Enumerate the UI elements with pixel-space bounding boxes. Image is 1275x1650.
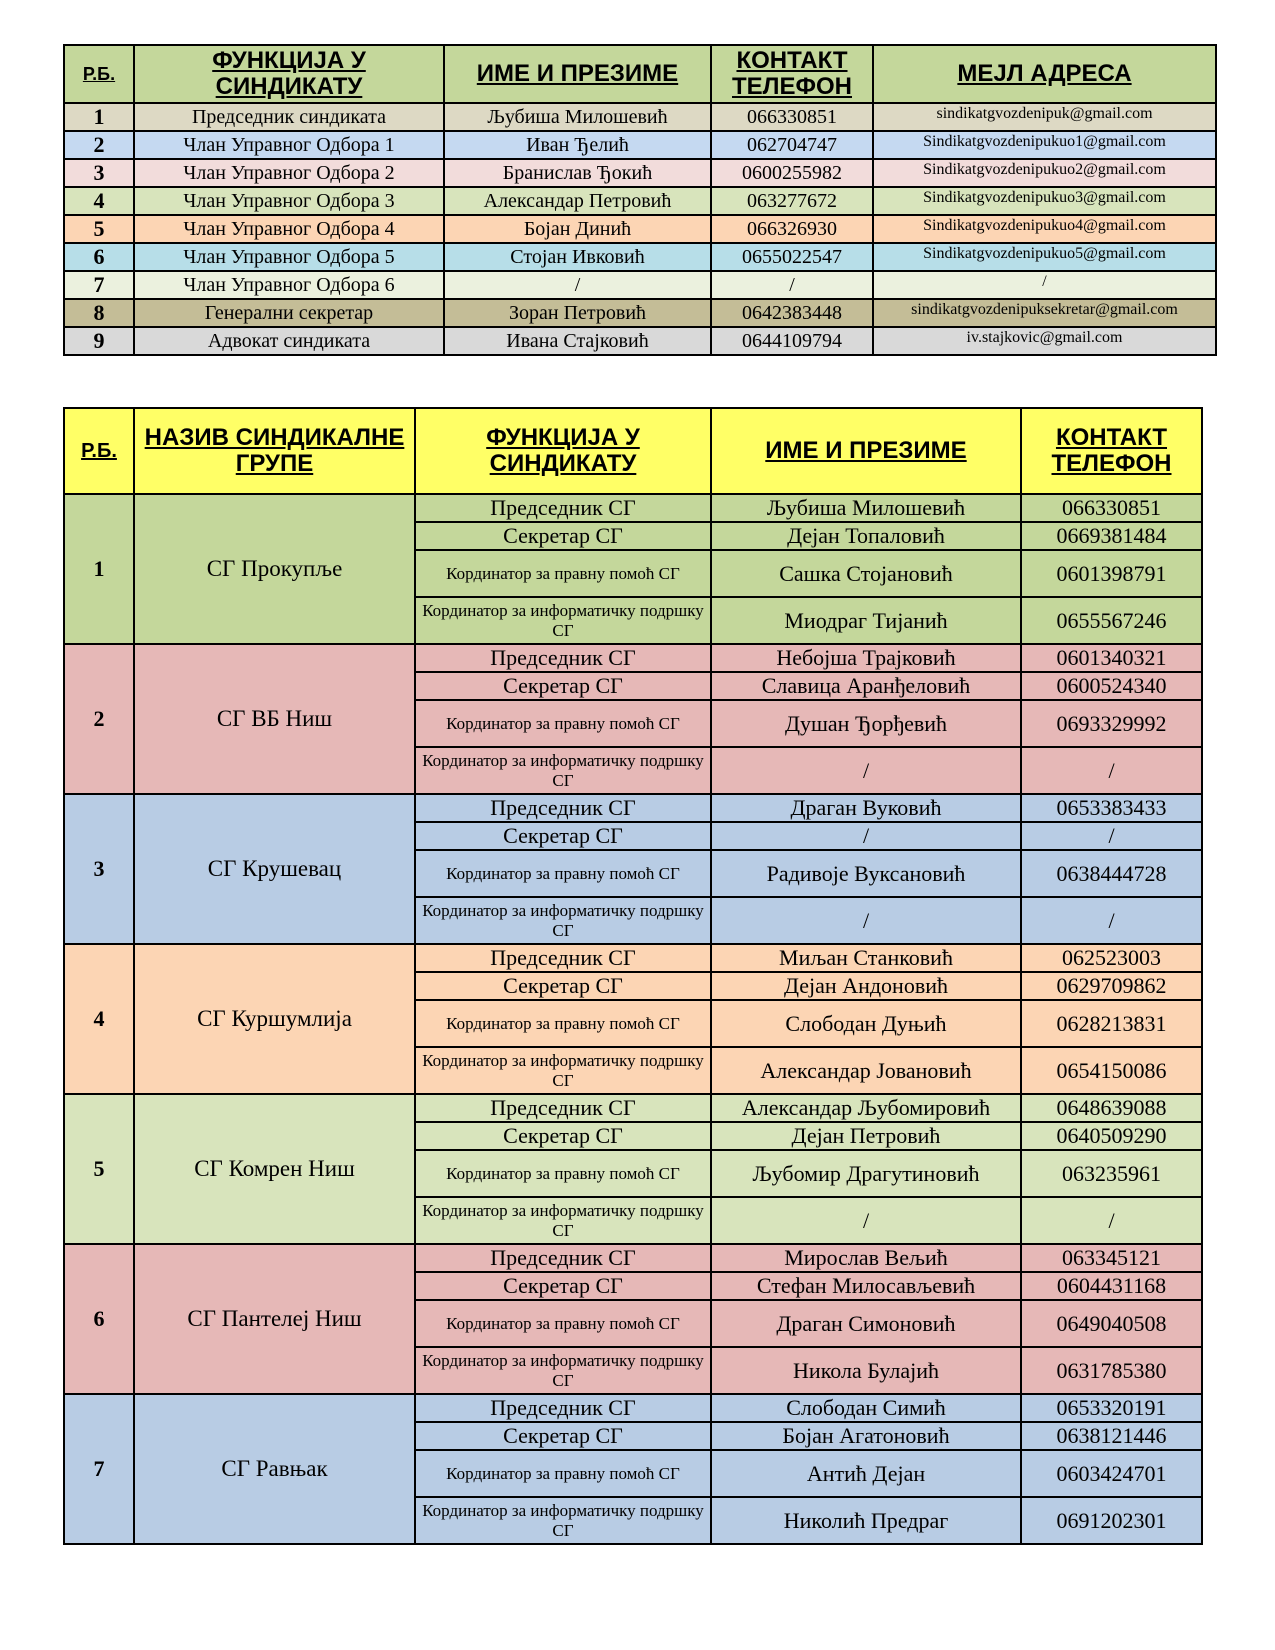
- name-cell: Стојан Ивковић: [444, 243, 711, 271]
- name-cell: Миодраг Тијанић: [711, 597, 1021, 644]
- role-cell: Кординатор за правну помоћ СГ: [415, 1450, 711, 1497]
- name-cell: Антић Дејан: [711, 1450, 1021, 1497]
- email-cell: Sindikatgvozdenipukuo5@gmail.com: [873, 243, 1216, 271]
- function-cell: Члан Управног Одбора 5: [134, 243, 444, 271]
- phone-cell: 062704747: [711, 131, 873, 159]
- phone-cell: 0693329992: [1021, 700, 1202, 747]
- header-phone: КОНТАКТ ТЕЛЕФОН: [1021, 408, 1202, 494]
- group-number: 6: [64, 1244, 134, 1394]
- name-cell: Александар Петровић: [444, 187, 711, 215]
- row-number: 8: [64, 299, 134, 327]
- phone-cell: 063345121: [1021, 1244, 1202, 1272]
- role-cell: Председник СГ: [415, 494, 711, 522]
- role-cell: Кординатор за информатичку подршку СГ: [415, 597, 711, 644]
- role-cell: Секретар СГ: [415, 972, 711, 1000]
- group-number: 7: [64, 1394, 134, 1544]
- name-cell: /: [444, 271, 711, 299]
- header-group: НАЗИВ СИНДИКАЛНЕ ГРУПЕ: [134, 408, 415, 494]
- official-row: [64, 327, 1216, 355]
- group-member-row: [64, 1094, 1202, 1122]
- group-name: СГ Прокупље: [134, 494, 415, 644]
- role-cell: Кординатор за правну помоћ СГ: [415, 1300, 711, 1347]
- phone-cell: /: [711, 271, 873, 299]
- phone-cell: 0642383448: [711, 299, 873, 327]
- role-cell: Кординатор за правну помоћ СГ: [415, 550, 711, 597]
- group-name: СГ Пантелеј Ниш: [134, 1244, 415, 1394]
- function-cell: Члан Управног Одбора 3: [134, 187, 444, 215]
- phone-cell: 0653320191: [1021, 1394, 1202, 1422]
- name-cell: Драган Симоновић: [711, 1300, 1021, 1347]
- phone-cell: 0638444728: [1021, 850, 1202, 897]
- group-name: СГ Крушевац: [134, 794, 415, 944]
- group-member-row: [64, 644, 1202, 672]
- function-cell: Члан Управног Одбора 1: [134, 131, 444, 159]
- name-cell: Иван Ђелић: [444, 131, 711, 159]
- name-cell: Радивоје Вуксановић: [711, 850, 1021, 897]
- phone-cell: 0655022547: [711, 243, 873, 271]
- role-cell: Кординатор за информатичку подршку СГ: [415, 1497, 711, 1544]
- group-number: 5: [64, 1094, 134, 1244]
- phone-cell: 0638121446: [1021, 1422, 1202, 1450]
- name-cell: Драган Вуковић: [711, 794, 1021, 822]
- phone-cell: 063277672: [711, 187, 873, 215]
- function-cell: Генерални секретар: [134, 299, 444, 327]
- phone-cell: 0653383433: [1021, 794, 1202, 822]
- function-cell: Адвокат синдиката: [134, 327, 444, 355]
- officials-table-body: [64, 103, 1216, 355]
- phone-cell: 0654150086: [1021, 1047, 1202, 1094]
- row-number: 9: [64, 327, 134, 355]
- phone-cell: /: [1021, 822, 1202, 850]
- row-number: 3: [64, 159, 134, 187]
- role-cell: Кординатор за информатичку подршку СГ: [415, 897, 711, 944]
- phone-cell: 0648639088: [1021, 1094, 1202, 1122]
- name-cell: Љубиша Милошевић: [711, 494, 1021, 522]
- email-cell: Sindikatgvozdenipukuo2@gmail.com: [873, 159, 1216, 187]
- function-cell: Члан Управног Одбора 4: [134, 215, 444, 243]
- role-cell: Председник СГ: [415, 1394, 711, 1422]
- row-number: 2: [64, 131, 134, 159]
- email-cell: Sindikatgvozdenipukuo4@gmail.com: [873, 215, 1216, 243]
- role-cell: Кординатор за правну помоћ СГ: [415, 1000, 711, 1047]
- role-cell: Секретар СГ: [415, 1122, 711, 1150]
- groups-header-row: [64, 408, 1202, 494]
- group-member-row: [64, 944, 1202, 972]
- name-cell: Александар Љубомировић: [711, 1094, 1021, 1122]
- group-member-row: [64, 794, 1202, 822]
- official-row: [64, 131, 1216, 159]
- phone-cell: 0603424701: [1021, 1450, 1202, 1497]
- name-cell: Ивана Стајковић: [444, 327, 711, 355]
- group-member-row: [64, 494, 1202, 522]
- official-row: [64, 103, 1216, 131]
- role-cell: Секретар СГ: [415, 522, 711, 550]
- phone-cell: 062523003: [1021, 944, 1202, 972]
- email-cell: iv.stajkovic@gmail.com: [873, 327, 1216, 355]
- header-name: ИМЕ И ПРЕЗИМЕ: [444, 45, 711, 103]
- name-cell: Небојша Трајковић: [711, 644, 1021, 672]
- email-cell: Sindikatgvozdenipukuo3@gmail.com: [873, 187, 1216, 215]
- officials-header-row: [64, 45, 1216, 103]
- name-cell: /: [711, 1197, 1021, 1244]
- official-row: [64, 243, 1216, 271]
- role-cell: Председник СГ: [415, 944, 711, 972]
- group-number: 4: [64, 944, 134, 1094]
- name-cell: /: [711, 897, 1021, 944]
- row-number: 5: [64, 215, 134, 243]
- email-cell: sindikatgvozdenipuksekretar@gmail.com: [873, 299, 1216, 327]
- group-number: 2: [64, 644, 134, 794]
- name-cell: Слободан Симић: [711, 1394, 1021, 1422]
- header-rb: Р.Б.: [64, 45, 134, 103]
- role-cell: Кординатор за правну помоћ СГ: [415, 700, 711, 747]
- phone-cell: 0644109794: [711, 327, 873, 355]
- name-cell: Зоран Петровић: [444, 299, 711, 327]
- name-cell: Душан Ђорђевић: [711, 700, 1021, 747]
- header-phone: КОНТАКТ ТЕЛЕФОН: [711, 45, 873, 103]
- phone-cell: /: [1021, 747, 1202, 794]
- phone-cell: 066326930: [711, 215, 873, 243]
- group-member-row: [64, 1394, 1202, 1422]
- name-cell: Бојан Динић: [444, 215, 711, 243]
- phone-cell: 0600524340: [1021, 672, 1202, 700]
- row-number: 7: [64, 271, 134, 299]
- name-cell: Мирослав Вељић: [711, 1244, 1021, 1272]
- group-name: СГ ВБ Ниш: [134, 644, 415, 794]
- role-cell: Председник СГ: [415, 644, 711, 672]
- phone-cell: /: [1021, 897, 1202, 944]
- row-number: 4: [64, 187, 134, 215]
- role-cell: Секретар СГ: [415, 672, 711, 700]
- function-cell: Члан Управног Одбора 2: [134, 159, 444, 187]
- role-cell: Секретар СГ: [415, 1272, 711, 1300]
- name-cell: Сашка Стојановић: [711, 550, 1021, 597]
- header-name: ИМЕ И ПРЕЗИМЕ: [711, 408, 1021, 494]
- name-cell: Александар Јовановић: [711, 1047, 1021, 1094]
- phone-cell: 066330851: [711, 103, 873, 131]
- name-cell: Дејан Петровић: [711, 1122, 1021, 1150]
- phone-cell: 0669381484: [1021, 522, 1202, 550]
- phone-cell: 0600255982: [711, 159, 873, 187]
- role-cell: Председник СГ: [415, 794, 711, 822]
- function-cell: Члан Управног Одбора 6: [134, 271, 444, 299]
- name-cell: Никола Булајић: [711, 1347, 1021, 1394]
- name-cell: Миљан Станковић: [711, 944, 1021, 972]
- name-cell: /: [711, 822, 1021, 850]
- header-rb: Р.Б.: [64, 408, 134, 494]
- name-cell: /: [711, 747, 1021, 794]
- role-cell: Председник СГ: [415, 1094, 711, 1122]
- phone-cell: 0628213831: [1021, 1000, 1202, 1047]
- header-function: ФУНКЦИЈА У СИНДИКАТУ: [134, 45, 444, 103]
- row-number: 1: [64, 103, 134, 131]
- official-row: [64, 187, 1216, 215]
- role-cell: Кординатор за правну помоћ СГ: [415, 1150, 711, 1197]
- official-row: [64, 299, 1216, 327]
- group-name: СГ Равњак: [134, 1394, 415, 1544]
- official-row: [64, 215, 1216, 243]
- role-cell: Секретар СГ: [415, 822, 711, 850]
- phone-cell: 0601340321: [1021, 644, 1202, 672]
- role-cell: Кординатор за информатичку подршку СГ: [415, 747, 711, 794]
- group-name: СГ Комрен Ниш: [134, 1094, 415, 1244]
- group-number: 1: [64, 494, 134, 644]
- role-cell: Кординатор за информатичку подршку СГ: [415, 1347, 711, 1394]
- phone-cell: 066330851: [1021, 494, 1202, 522]
- name-cell: Славица Аранђеловић: [711, 672, 1021, 700]
- name-cell: Стефан Милосављевић: [711, 1272, 1021, 1300]
- official-row: [64, 271, 1216, 299]
- role-cell: Председник СГ: [415, 1244, 711, 1272]
- function-cell: Председник синдиката: [134, 103, 444, 131]
- name-cell: Бранислав Ђокић: [444, 159, 711, 187]
- phone-cell: 0649040508: [1021, 1300, 1202, 1347]
- email-cell: Sindikatgvozdenipukuo1@gmail.com: [873, 131, 1216, 159]
- header-email: МЕЈЛ АДРЕСА: [873, 45, 1216, 103]
- role-cell: Кординатор за правну помоћ СГ: [415, 850, 711, 897]
- phone-cell: 063235961: [1021, 1150, 1202, 1197]
- groups-table: [63, 407, 1203, 1545]
- row-number: 6: [64, 243, 134, 271]
- name-cell: Дејан Топаловић: [711, 522, 1021, 550]
- officials-table: [63, 44, 1217, 356]
- group-member-row: [64, 1244, 1202, 1272]
- groups-table-body: [64, 494, 1202, 1544]
- phone-cell: 0631785380: [1021, 1347, 1202, 1394]
- phone-cell: 0640509290: [1021, 1122, 1202, 1150]
- official-row: [64, 159, 1216, 187]
- email-cell: /: [873, 271, 1216, 299]
- header-function: ФУНКЦИЈА У СИНДИКАТУ: [415, 408, 711, 494]
- role-cell: Кординатор за информатичку подршку СГ: [415, 1047, 711, 1094]
- name-cell: Николић Предраг: [711, 1497, 1021, 1544]
- phone-cell: 0691202301: [1021, 1497, 1202, 1544]
- name-cell: Дејан Андоновић: [711, 972, 1021, 1000]
- email-cell: sindikatgvozdenipuk@gmail.com: [873, 103, 1216, 131]
- name-cell: Бојан Агатоновић: [711, 1422, 1021, 1450]
- role-cell: Кординатор за информатичку подршку СГ: [415, 1197, 711, 1244]
- phone-cell: 0655567246: [1021, 597, 1202, 644]
- name-cell: Љубиша Милошевић: [444, 103, 711, 131]
- phone-cell: 0601398791: [1021, 550, 1202, 597]
- name-cell: Слободан Дуњић: [711, 1000, 1021, 1047]
- group-number: 3: [64, 794, 134, 944]
- role-cell: Секретар СГ: [415, 1422, 711, 1450]
- phone-cell: 0629709862: [1021, 972, 1202, 1000]
- phone-cell: 0604431168: [1021, 1272, 1202, 1300]
- group-name: СГ Куршумлија: [134, 944, 415, 1094]
- phone-cell: /: [1021, 1197, 1202, 1244]
- name-cell: Љубомир Драгутиновић: [711, 1150, 1021, 1197]
